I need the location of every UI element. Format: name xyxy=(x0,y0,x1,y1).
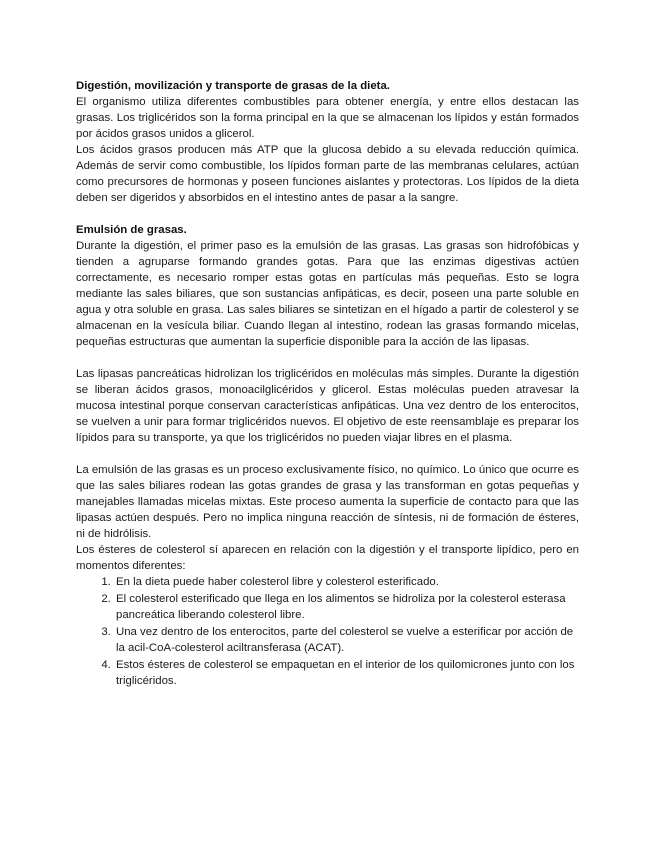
list-item: 3. Una vez dentro de los enterocitos, parte del colesterol se vuelve a esterificar por acción de la acil-CoA-colesterol aciltransferasa (ACAT). xyxy=(114,624,579,656)
list-item: 1. En la dieta puede haber colesterol libre y colesterol esterificado. xyxy=(114,574,579,590)
spacer xyxy=(76,446,579,462)
paragraph-emulsion: Durante la digestión, el primer paso es la emulsión de las grasas. Las grasas son hidrofóbicas y tienden a agruparse formando grandes gotas. Para que las enzimas digestivas actúen correctamente, es necesario romper estas gotas en partículas más pequeñas. Esto se logra mediante las sales biliares, que son sustancias anfipáticas, es decir, poseen una parte soluble en agua y otra soluble en grasa. Las sales biliares se sintetizan en el hígado a partir de colesterol y se almacenan en la vesícula biliar. Cuando llegan al intestino, rodean las grasas formando micelas, pequeñas estructuras que aumentan la superficie disponible para la acción de las lipasas. xyxy=(76,240,579,348)
paragraph-lipases: Las lipasas pancreáticas hidrolizan los triglicéridos en moléculas más simples. Durante la digestión se liberan ácidos grasos, monoacilglicéridos y glicerol. Estas moléculas pueden atravesar la mucosa intestinal porque conservan características anfipáticas. Una vez dentro de los enterocitos, se vuelven a unir para formar triglicéridos nuevos. El objetivo de este reensamblaje es preparar los lípidos para su transporte, ya que los triglicéridos no pueden viajar libres en el plasma. xyxy=(76,368,579,444)
paragraph-physical-process: La emulsión de las grasas es un proceso exclusivamente físico, no químico. Lo único que ocurre es que las sales biliares rodean las gotas grandes de grasa y las transforman en gotas pequeñas y manejables llamadas micelas mixtas. Este proceso aumenta la superficie de contacto para que las lipasas actúen después. Pero no implica ninguna reacción de síntesis, ni de formación de ésteres, ni de hidrólisis. xyxy=(76,464,579,540)
document-page xyxy=(76,78,579,690)
spacer xyxy=(76,206,579,222)
list-item: 2. El colesterol esterificado que llega en los alimentos se hidroliza por la colesterol esterasa pancreática liberando colesterol libre. xyxy=(114,591,579,623)
paragraph-fatty-acids: Los ácidos grasos producen más ATP que la glucosa debido a su elevada reducción química. Además de servir como combustible, los lípidos forman parte de las membranas celulares, actúan como precursores de hormonas y poseen funciones aislantes y protectoras. Los lípidos de la dieta deben ser digeridos y absorbidos en el intestino antes de pasar a la sangre. xyxy=(76,144,579,204)
list-item: 4. Estos ésteres de colesterol se empaquetan en el interior de los quilomicrones junto con los triglicéridos. xyxy=(114,657,579,689)
cholesterol-esters-list xyxy=(76,574,579,689)
paragraph-list-intro: Los ésteres de colesterol sí aparecen en relación con la digestión y el transporte lipídico, pero en momentos diferentes: xyxy=(76,544,579,572)
paragraph-fuels: El organismo utiliza diferentes combustibles para obtener energía, y entre ellos destacan las grasas. Los triglicéridos son la forma principal en la que se almacenan los lípidos y están formados por ácidos grasos unidos a glicerol. xyxy=(76,96,579,140)
section-heading-emulsion: Emulsión de grasas. xyxy=(76,224,187,236)
spacer xyxy=(76,350,579,366)
section-heading-digestion: Digestión, movilización y transporte de grasas de la dieta. xyxy=(76,80,390,92)
